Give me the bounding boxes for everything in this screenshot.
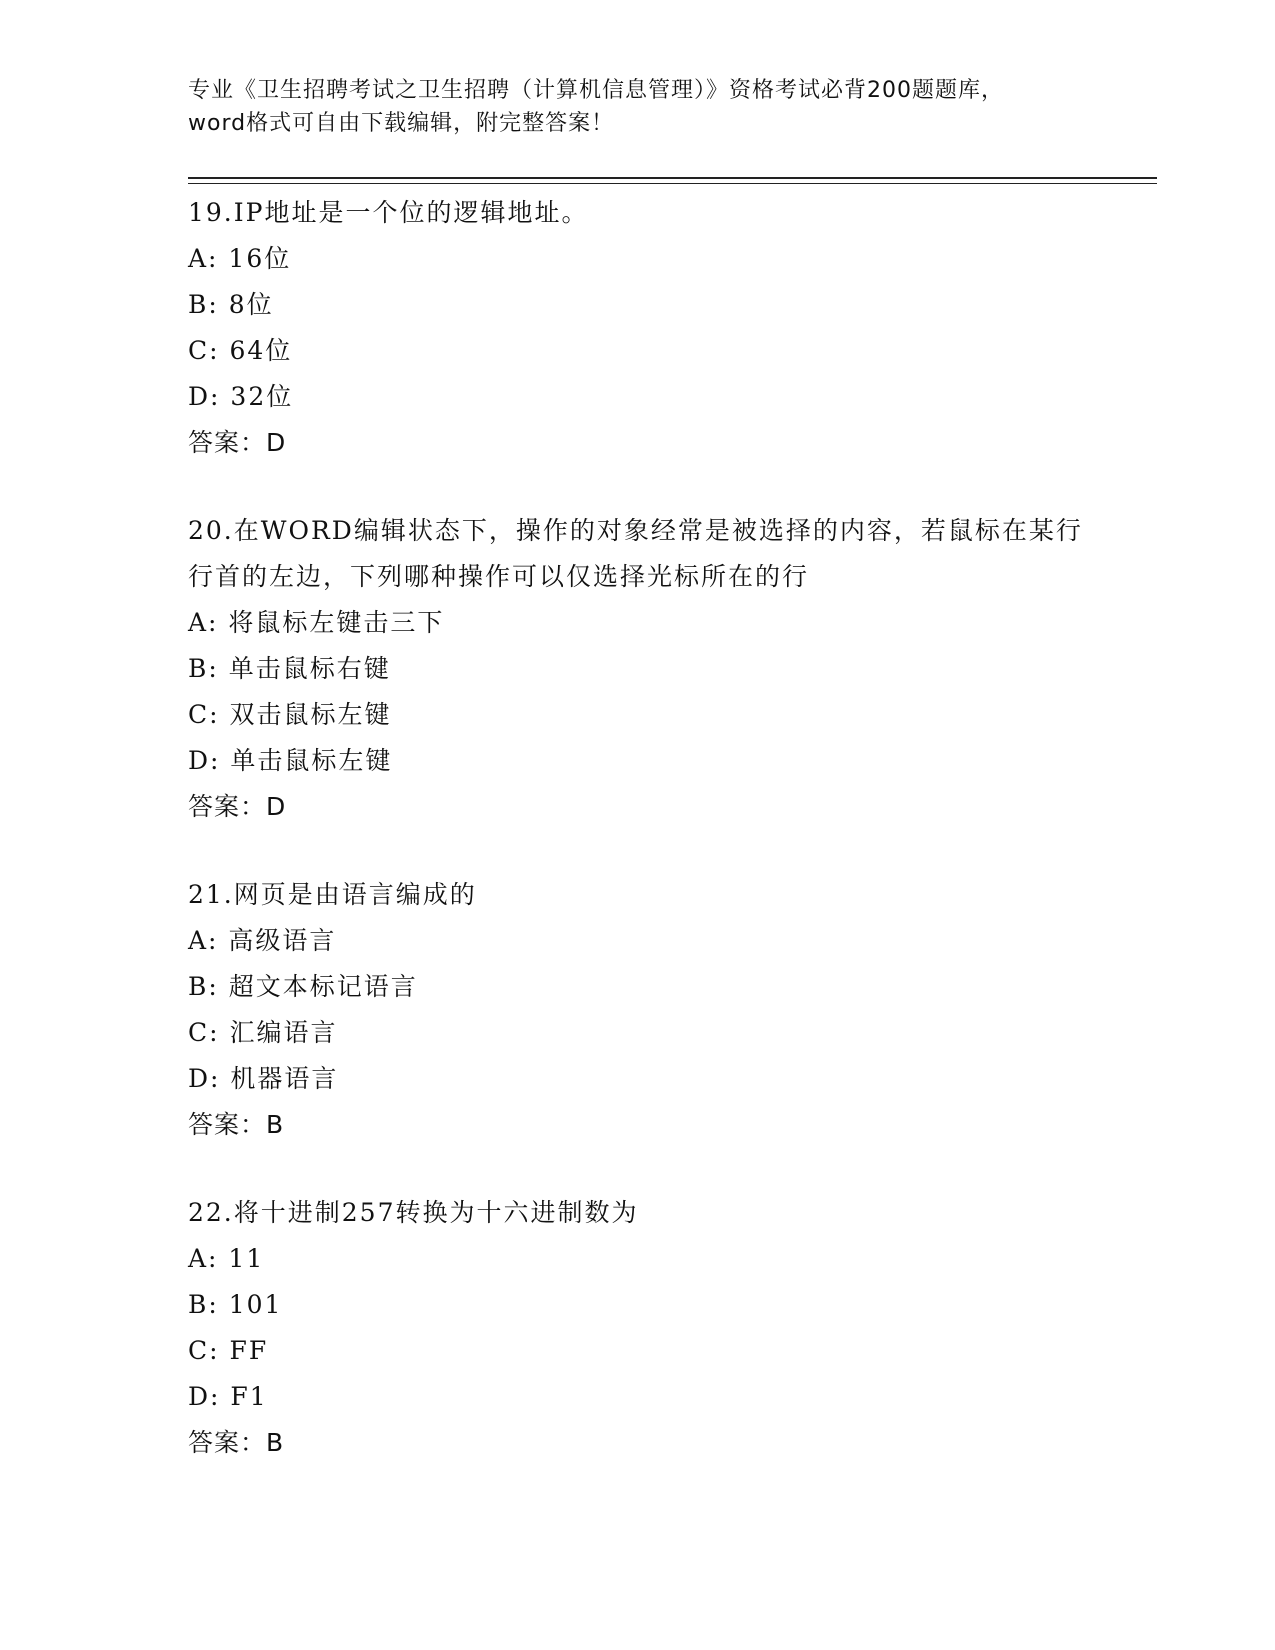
option-d: D: 机器语言 [188, 1064, 339, 1093]
answer: 答案：B [188, 1428, 285, 1457]
option-b: B: 8位 [188, 290, 274, 319]
question-stem: 19.IP地址是一个位的逻辑地址。 [188, 198, 589, 227]
option-a: A: 16位 [188, 244, 292, 273]
question-22 [188, 1190, 1088, 1466]
option-a: A: 高级语言 [188, 926, 337, 955]
option-c: C: FF [188, 1336, 269, 1365]
option-a: A: 11 [188, 1244, 265, 1273]
option-a: A: 将鼠标左键击三下 [188, 608, 445, 637]
question-20 [188, 508, 1088, 830]
question-19 [188, 190, 1088, 466]
option-b: B: 超文本标记语言 [188, 972, 418, 1001]
option-c: C: 64位 [188, 336, 293, 365]
header-line-1: 专业《卫生招聘考试之卫生招聘（计算机信息管理）》资格考试必背200题题库， [188, 78, 1004, 103]
option-b: B: 单击鼠标右键 [188, 654, 391, 683]
question-stem: 20.在WORD编辑状态下，操作的对象经常是被选择的内容，若鼠标在某行行首的左边，下列哪种操作可以仅选择光标所在的行 [188, 516, 1083, 591]
header-divider-thin [188, 183, 1157, 184]
document-header [188, 74, 1088, 140]
option-c: C: 双击鼠标左键 [188, 700, 392, 729]
answer: 答案：D [188, 428, 287, 457]
option-d: D: F1 [188, 1382, 268, 1411]
answer: 答案：B [188, 1110, 285, 1139]
option-d: D: 32位 [188, 382, 294, 411]
option-d: D: 单击鼠标左键 [188, 746, 393, 775]
option-b: B: 101 [188, 1290, 283, 1319]
question-stem: 22.将十进制257转换为十六进制数为 [188, 1198, 639, 1227]
header-line-2: word格式可自由下载编辑，附完整答案！ [188, 111, 615, 136]
header-divider [188, 177, 1157, 179]
answer: 答案：D [188, 792, 287, 821]
option-c: C: 汇编语言 [188, 1018, 338, 1047]
question-list [188, 190, 1088, 1508]
question-21 [188, 872, 1088, 1148]
question-stem: 21.网页是由语言编成的 [188, 880, 477, 909]
